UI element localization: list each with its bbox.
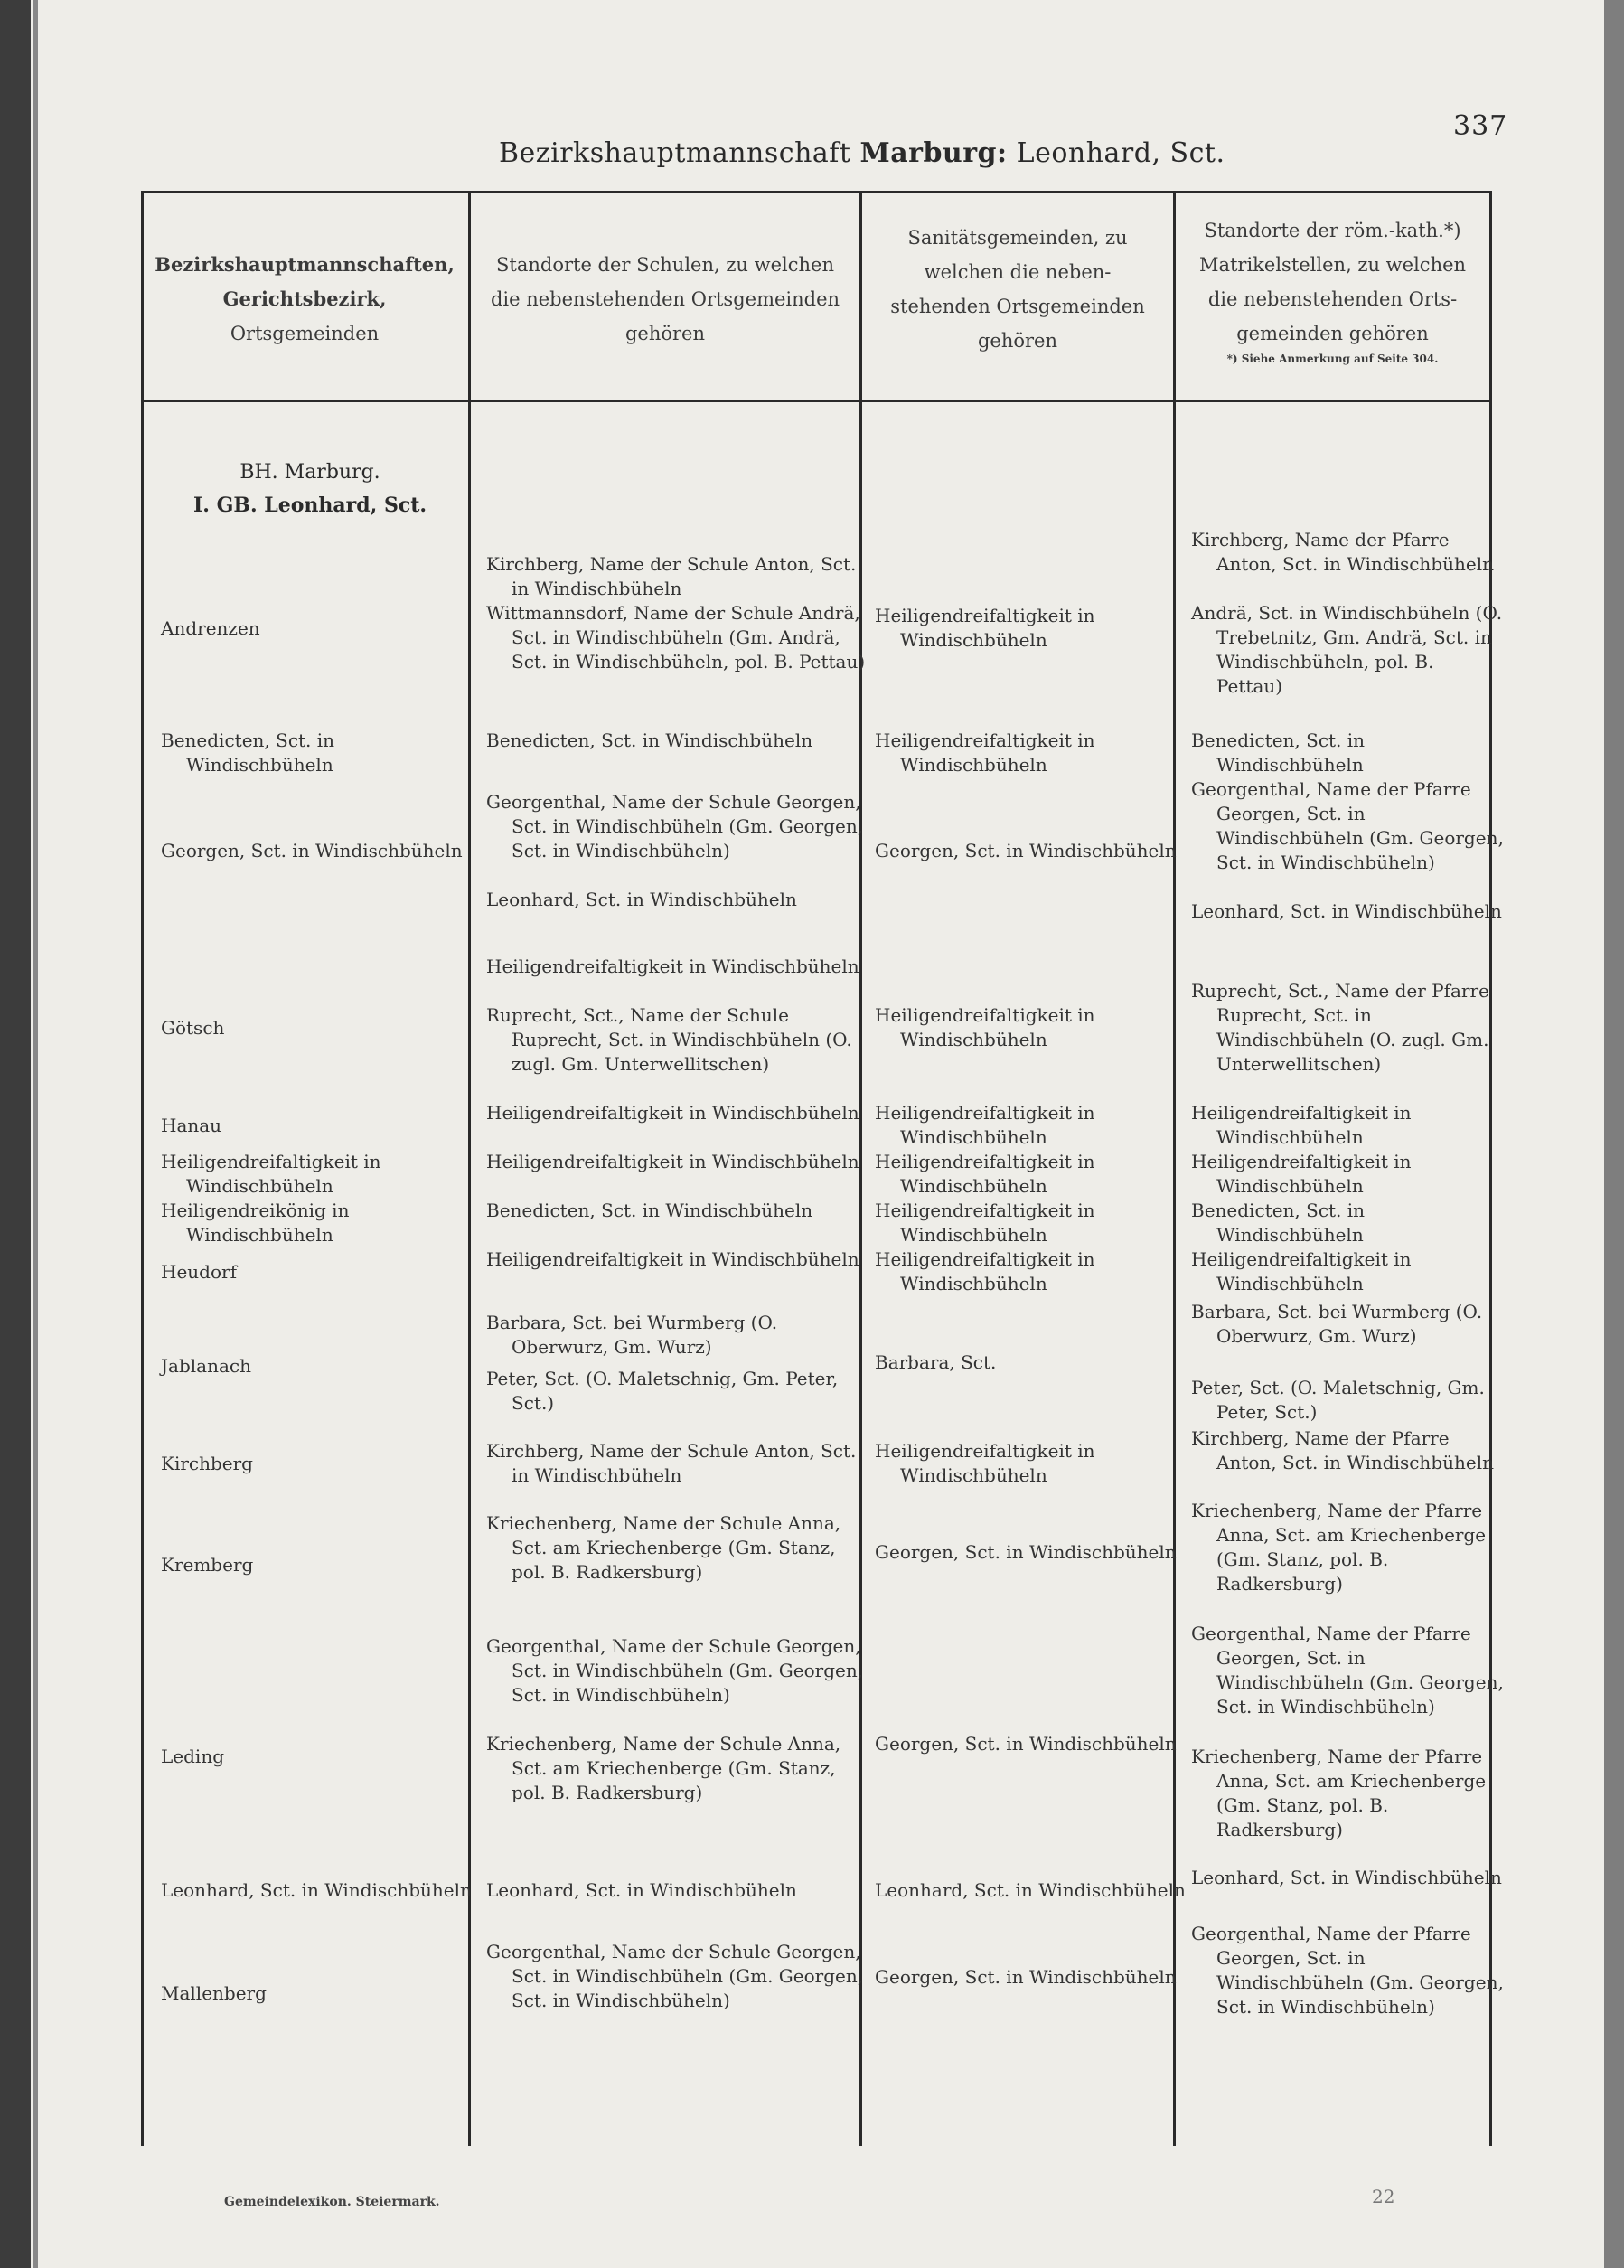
gemeinde-kirchberg: Kirchberg (161, 1453, 253, 1474)
schule-georgen-2: Leonhard, Sct. in Windischbüheln (486, 889, 797, 910)
schule-heiligendreikoenig: Benedicten, Sct. in Windischbüheln (486, 1200, 813, 1221)
gemeinde-leding: Leding (161, 1746, 224, 1767)
sanitaet-leding: Georgen, Sct. in Windischbüheln (875, 1733, 1177, 1755)
gemeinde-goetsch: Götsch (161, 1017, 225, 1039)
column-head-gemeinden: Bezirkshauptmannschaften, Gerichtsbezirk, Ortsgemeinden (155, 253, 455, 344)
matrikel-heudorf: Heiligendreifaltigkeit in Windischbüheln (1191, 1248, 1412, 1294)
matrikel-leding-1: Georgenthal, Name der Pfarre Georgen, Sct. in Windischbüheln (Gm. Georgen, Sct. in Windischbüheln) (1191, 1623, 1504, 1717)
matrikel-kremberg: Kriechenberg, Name der Pfarre Anna, Sct. am Kriechenberge (Gm. Stanz, pol. B. Radkersburg) (1191, 1500, 1487, 1595)
schule-benedicten: Benedicten, Sct. in Windischbüheln (486, 729, 813, 751)
sanitaet-mallenberg: Georgen, Sct. in Windischbüheln (875, 1966, 1177, 1988)
matrikel-jablanach-2: Peter, Sct. (O. Maletschnig, Gm. Peter, Sct.) (1191, 1377, 1485, 1423)
gemeinde-hanau: Hanau (161, 1115, 222, 1136)
matrikel-heiligendreifaltigkeit: Heiligendreifaltigkeit in Windischbüheln (1191, 1151, 1412, 1197)
footnote-reference: *) Siehe Anmerkung auf Seite 304. (1226, 353, 1439, 365)
schule-goetsch-1: Heiligendreifaltigkeit in Windischbüheln (486, 955, 859, 977)
gemeinde-heiligendreifaltigkeit: Heiligendreifaltigkeit in Windischbüheln (161, 1151, 381, 1197)
matrikel-georgen-2: Leonhard, Sct. in Windischbüheln (1191, 900, 1502, 922)
gemeinde-heudorf: Heudorf (161, 1261, 237, 1283)
column-head-matrikel: Standorte der röm.-kath.*) Matrikelstellen, zu welchen die nebenstehenden Orts- gemeinden gehören *) Siehe Anmerkung auf Seite 304. (1176, 213, 1489, 367)
matrikel-leonhard: Leonhard, Sct. in Windischbüheln (1191, 1867, 1502, 1888)
title-prefix: Bezirkshauptmannschaft (499, 137, 851, 169)
table-border-left (141, 193, 144, 2146)
matrikel-georgen-1: Georgenthal, Name der Pfarre Georgen, Sct. in Windischbüheln (Gm. Georgen, Sct. in Windischbüheln) (1191, 778, 1504, 873)
matrikel-andrenzen-1: Kirchberg, Name der Pfarre Anton, Sct. in Windischbüheln (1191, 529, 1494, 575)
gemeinde-georgen: Georgen, Sct. in Windischbüheln (161, 840, 463, 861)
schule-hanau: Heiligendreifaltigkeit in Windischbüheln (486, 1102, 859, 1124)
matrikel-mallenberg: Georgenthal, Name der Pfarre Georgen, Sct. in Windischbüheln (Gm. Georgen, Sct. in Windischbüheln) (1191, 1923, 1504, 2018)
header-separator (141, 400, 1492, 402)
title-suffix: Leonhard, Sct. (1016, 137, 1225, 169)
gemeinde-andrenzen: Andrenzen (161, 617, 260, 639)
sanitaet-kremberg: Georgen, Sct. in Windischbüheln (875, 1541, 1177, 1563)
schule-goetsch-2: Ruprecht, Sct., Name der Schule Ruprecht, Sct. in Windischbüheln (O. zugl. Gm. Unterwellitschen) (486, 1004, 852, 1075)
matrikel-leding-2: Kriechenberg, Name der Pfarre Anna, Sct. am Kriechenberge (Gm. Stanz, pol. B. Radkersburg) (1191, 1746, 1487, 1840)
scan-binding-edge (0, 0, 31, 2268)
schule-leding-2: Kriechenberg, Name der Schule Anna, Sct. am Kriechenberge (Gm. Stanz, pol. B. Radkersburg) (486, 1733, 841, 1803)
schule-mallenberg: Georgenthal, Name der Schule Georgen, Sct. in Windischbüheln (Gm. Georgen, Sct. in Windischbüheln) (486, 1941, 864, 2011)
schule-andrenzen-2: Wittmannsdorf, Name der Schule Andrä, Sct. in Windischbüheln (Gm. Andrä, Sct. in Windischbüheln, pol. B. Pettau) (486, 602, 866, 673)
matrikel-goetsch: Ruprecht, Sct., Name der Pfarre Ruprecht, Sct. in Windischbüheln (O. zugl. Gm. Unterwellitschen) (1191, 980, 1489, 1075)
sanitaet-leonhard: Leonhard, Sct. in Windischbüheln (875, 1879, 1186, 1901)
sanitaet-jablanach: Barbara, Sct. (875, 1351, 997, 1373)
schule-jablanach-2: Peter, Sct. (O. Maletschnig, Gm. Peter, Sct.) (486, 1368, 839, 1414)
sanitaet-kirchberg: Heiligendreifaltigkeit in Windischbüheln (875, 1440, 1095, 1486)
sanitaet-heiligendreifaltigkeit: Heiligendreifaltigkeit in Windischbüheln (875, 1151, 1095, 1197)
gemeinde-jablanach: Jablanach (161, 1355, 251, 1377)
sanitaet-benedicten: Heiligendreifaltigkeit in Windischbüheln (875, 729, 1095, 776)
section-bh: BH. Marburg. (239, 461, 380, 484)
column-head-sanitaet: Sanitätsgemeinden, zu welchen die neben- stehenden Ortsgemeinden gehören (890, 227, 1145, 352)
footer-publication: Gemeindelexikon. Steiermark. (224, 2195, 440, 2209)
column-head-schulen: Standorte der Schulen, zu welchen die nebenstehenden Ortsgemeinden gehören (490, 254, 840, 344)
sanitaet-hanau: Heiligendreifaltigkeit in Windischbüheln (875, 1102, 1095, 1148)
page-title (499, 137, 1225, 169)
matrikel-kirchberg: Kirchberg, Name der Pfarre Anton, Sct. in Windischbüheln (1191, 1427, 1494, 1473)
register-table (141, 191, 1504, 2146)
schule-leonhard: Leonhard, Sct. in Windischbüheln (486, 1879, 797, 1901)
matrikel-andrenzen-2: Andrä, Sct. in Windischbüheln (O. Trebetnitz, Gm. Andrä, Sct. in Windischbüheln, pol. B. Pettau) (1191, 602, 1503, 697)
page-number: 337 (1453, 110, 1508, 142)
schule-kremberg: Kriechenberg, Name der Schule Anna, Sct. am Kriechenberge (Gm. Stanz, pol. B. Radkersburg) (486, 1512, 841, 1583)
section-gb: I. GB. Leonhard, Sct. (192, 494, 427, 517)
sanitaet-andrenzen: Heiligendreifaltigkeit in Windischbüheln (875, 605, 1095, 651)
sanitaet-georgen: Georgen, Sct. in Windischbüheln (875, 840, 1177, 861)
matrikel-hanau: Heiligendreifaltigkeit in Windischbüheln (1191, 1102, 1412, 1148)
scan-right-edge (1604, 0, 1624, 2268)
matrikel-heiligendreikoenig: Benedicten, Sct. in Windischbüheln (1191, 1200, 1366, 1246)
gemeinde-kremberg: Kremberg (161, 1554, 254, 1576)
gemeinde-leonhard: Leonhard, Sct. in Windischbüheln (161, 1879, 472, 1901)
scan-binding-shadow (33, 0, 38, 2268)
sanitaet-goetsch: Heiligendreifaltigkeit in Windischbüheln (875, 1004, 1095, 1050)
sanitaet-heudorf: Heiligendreifaltigkeit in Windischbüheln (875, 1248, 1095, 1294)
schule-andrenzen-1: Kirchberg, Name der Schule Anton, Sct. in Windischbüheln (486, 553, 857, 599)
sanitaet-heiligendreikoenig: Heiligendreifaltigkeit in Windischbüheln (875, 1200, 1095, 1246)
matrikel-jablanach-1: Barbara, Sct. bei Wurmberg (O. Oberwurz, Gm. Wurz) (1191, 1301, 1483, 1347)
footer-signature: 22 (1372, 2186, 1395, 2207)
matrikel-benedicten: Benedicten, Sct. in Windischbüheln (1191, 729, 1366, 776)
gemeinde-benedicten: Benedicten, Sct. in Windischbüheln (161, 729, 335, 776)
gemeinde-heiligendreikoenig: Heiligendreikönig in Windischbüheln (161, 1200, 350, 1246)
gemeinde-mallenberg: Mallenberg (161, 1982, 267, 2004)
schule-georgen-1: Georgenthal, Name der Schule Georgen, Sct. in Windischbüheln (Gm. Georgen, Sct. in Windischbüheln) (486, 791, 864, 861)
title-bold: Marburg: (859, 137, 1008, 169)
schule-leding-1: Georgenthal, Name der Schule Georgen, Sct. in Windischbüheln (Gm. Georgen, Sct. in Windischbüheln) (486, 1635, 864, 1706)
schule-jablanach-1: Barbara, Sct. bei Wurmberg (O. Oberwurz, Gm. Wurz) (486, 1312, 778, 1358)
schule-kirchberg: Kirchberg, Name der Schule Anton, Sct. in Windischbüheln (486, 1440, 857, 1486)
schule-heudorf: Heiligendreifaltigkeit in Windischbüheln (486, 1248, 859, 1270)
schule-heiligendreifaltigkeit: Heiligendreifaltigkeit in Windischbüheln (486, 1151, 859, 1172)
